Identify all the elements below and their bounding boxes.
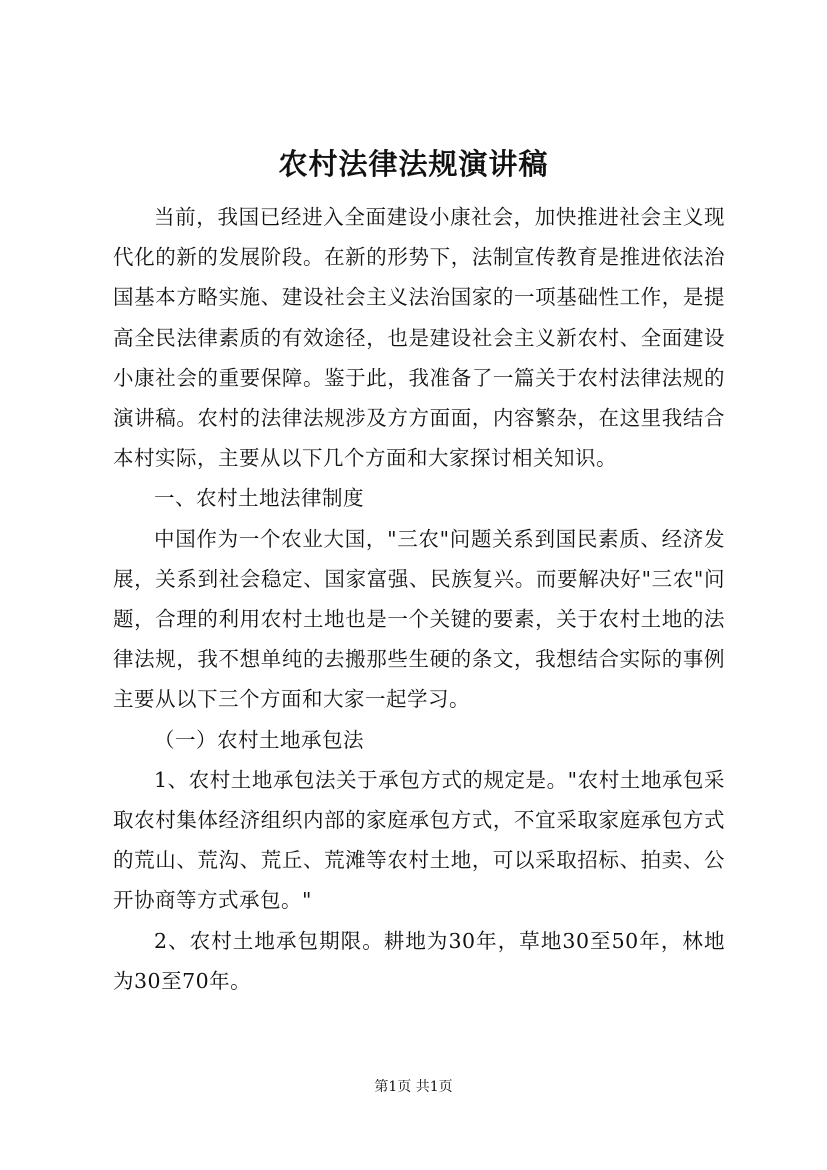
contract-method-paragraph: 1、农村土地承包法关于承包方式的规定是。"农村土地承包采取农村集体经济组织内部的家庭承包方式，不宜采取家庭承包方式的荒山、荒沟、荒丘、荒滩等农村土地，可以采取招标、拍卖、公开协商等方式承包。" (113, 767, 725, 913)
subsection-heading-contract-law: （一）农村土地承包法 (154, 727, 364, 752)
document-body (113, 197, 725, 1001)
section-heading-land-law: 一、农村土地法律制度 (154, 486, 364, 511)
intro-paragraph: 当前，我国已经进入全面建设小康社会，加快推进社会主义现代化的新的发展阶段。在新的形势下，法制宣传教育是推进依法治国基本方略实施、建设社会主义法治国家的一项基础性工作，是提高全民法律素质的有效途径，也是建设社会主义新农村、全面建设小康社会的重要保障。鉴于此，我准备了一篇关于农村法律法规的演讲稿。农村的法律法规涉及方方面面，内容繁杂，在这里我结合本村实际，主要从以下几个方面和大家探讨相关知识。 (113, 205, 725, 471)
document-title: 农村法律法规演讲稿 (278, 147, 549, 181)
land-law-paragraph: 中国作为一个农业大国，"三农"问题关系到国民素质、经济发展，关系到社会稳定、国家富强、民族复兴。而要解决好"三农"问题，合理的利用农村土地也是一个关键的要素，关于农村土地的法律法规，我不想单纯的去搬那些生硬的条文，我想结合实际的事例主要从以下三个方面和大家一起学习。 (113, 526, 725, 712)
page-number-footer: 第1页 共1页 (374, 1079, 453, 1095)
contract-term-paragraph: 2、农村土地承包期限。耕地为30年，草地30至50年，林地为30至70年。 (113, 928, 725, 993)
